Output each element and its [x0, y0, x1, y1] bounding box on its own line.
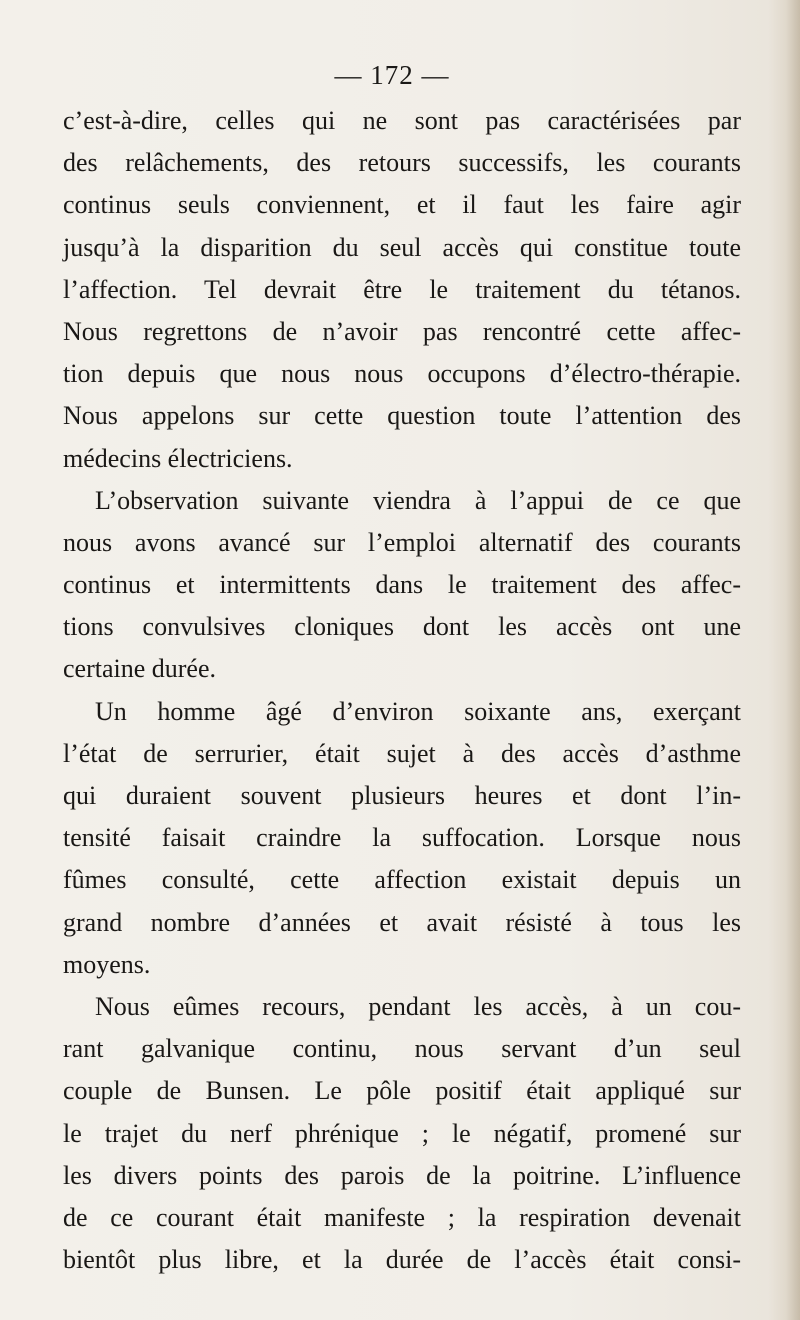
text-line: Nous eûmes recours, pendant les accès, à un cou-	[95, 991, 741, 1021]
text-line: tion depuis que nous nous occupons d’électro-thérapie.	[63, 359, 741, 389]
text-line: moyens.	[63, 949, 151, 979]
text-line: continus seuls conviennent, et il faut les faire agir	[63, 190, 741, 220]
text-line: le trajet du nerf phrénique ; le négatif, promené sur	[63, 1118, 741, 1148]
body-text	[63, 100, 741, 1281]
text-line: grand nombre d’années et avait résisté à tous les	[63, 907, 741, 937]
text-line: nous avons avancé sur l’emploi alternatif des courants	[63, 527, 741, 557]
page-edge-shadow	[786, 0, 800, 1320]
page-number: — 172 —	[334, 60, 450, 90]
text-line: Nous regrettons de n’avoir pas rencontré cette affec-	[63, 316, 741, 346]
text-line: les divers points des parois de la poitrine. L’influence	[63, 1160, 741, 1190]
text-line: Un homme âgé d’environ soixante ans, exerçant	[95, 696, 741, 726]
text-line: bientôt plus libre, et la durée de l’accès était consi-	[63, 1245, 741, 1275]
text-line: certaine durée.	[63, 654, 217, 684]
text-line: c’est-à-dire, celles qui ne sont pas caractérisées par	[63, 106, 741, 135]
text-line: continus et intermittents dans le traitement des affec-	[63, 570, 741, 600]
text-line: tensité faisait craindre la suffocation. Lorsque nous	[63, 823, 741, 853]
text-line: qui duraient souvent plusieurs heures et dont l’in-	[63, 781, 741, 810]
text-line: médecins électriciens.	[63, 443, 293, 473]
text-line: L’observation suivante viendra à l’appui de ce que	[95, 485, 741, 515]
text-line: fûmes consulté, cette affection existait depuis un	[63, 865, 741, 895]
text-line: l’état de serrurier, était sujet à des accès d’asthme	[63, 738, 741, 768]
text-line: jusqu’à la disparition du seul accès qui constitue toute	[63, 232, 741, 262]
text-line: Nous appelons sur cette question toute l’attention des	[63, 401, 741, 431]
text-line: rant galvanique continu, nous servant d’un seul	[63, 1034, 741, 1064]
text-line: des relâchements, des retours successifs, les courants	[63, 148, 741, 178]
text-line: couple de Bunsen. Le pôle positif était appliqué sur	[63, 1076, 741, 1106]
text-line: l’affection. Tel devrait être le traitement du tétanos.	[63, 274, 741, 304]
text-line: tions convulsives cloniques dont les accès ont une	[63, 612, 741, 642]
text-line: de ce courant était manifeste ; la respiration devenait	[63, 1202, 741, 1232]
